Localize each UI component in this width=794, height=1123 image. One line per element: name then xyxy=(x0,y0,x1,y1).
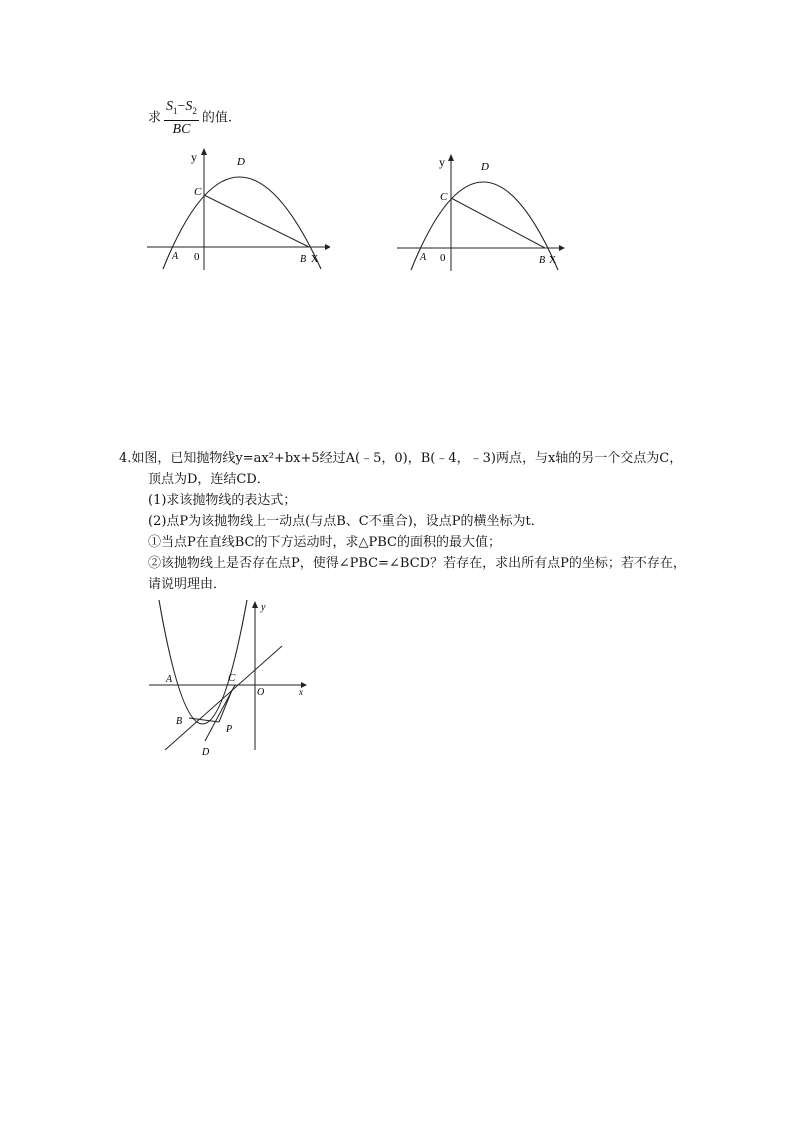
q4-line-2: 顶点为D，连结CD． xyxy=(148,472,270,487)
fig2-b-label: B xyxy=(539,255,546,266)
figure-1-parabola xyxy=(145,145,330,273)
q3-fraction-line xyxy=(148,98,232,138)
figure-3-parabola xyxy=(147,598,309,758)
fig1-d-label: D xyxy=(237,156,245,168)
fig1-a-label: A xyxy=(172,251,179,262)
fig3-y-label: y xyxy=(261,602,266,613)
q4-line-6: ②该抛物线上是否存在点P，使得∠PBC=∠BCD？若存在，求出所有点P的坐标；若不存在， xyxy=(148,556,686,571)
fig3-c-label: C xyxy=(228,672,236,684)
fig2-x-label: X xyxy=(549,255,557,266)
fig2-c-label: C xyxy=(440,191,448,203)
fraction-numerator: $S_1-S_2$ xyxy=(164,98,199,121)
q3-suffix: 的值. xyxy=(201,110,233,126)
fig3-p-label: P xyxy=(226,724,233,735)
figure-2-parabola xyxy=(395,152,565,274)
q4-line-7: 请说明理由． xyxy=(148,577,227,592)
fig3-b-label: B xyxy=(176,716,183,727)
fig2-y-label: y xyxy=(439,155,445,169)
q3-prefix: 求 xyxy=(148,110,162,126)
q4-line-4: (2)点P为该抛物线上一动点(与点B、C不重合)，设点P的横坐标为t． xyxy=(148,514,544,529)
fraction-denominator: BC xyxy=(172,121,191,137)
fig1-c-label: C xyxy=(194,186,202,198)
fig2-d-label: D xyxy=(481,161,489,173)
q4-line-5: ①当点P在直线BC的下方运动时，求△PBC的面积的最大值； xyxy=(148,535,501,550)
fig3-origin-label: O xyxy=(257,687,265,698)
fig1-x-label: X xyxy=(311,254,319,265)
q4-line-3: (1)求该抛物线的表达式； xyxy=(148,493,297,508)
fig3-a-label: A xyxy=(166,674,173,685)
q4-line-1: 4.如图，已知抛物线y=ax²+bx+5经过A(﹣5，0)，B(﹣4，﹣3)两点，与x轴的另一个交点为C， xyxy=(119,451,683,466)
fig3-x-label: x xyxy=(299,687,303,697)
fraction xyxy=(164,98,199,138)
fig2-origin-label: 0 xyxy=(440,252,446,264)
fig1-y-label: y xyxy=(191,150,197,164)
fig3-d-label: D xyxy=(202,747,210,758)
fig2-a-label: A xyxy=(420,252,427,263)
fig1-origin-label: 0 xyxy=(194,251,200,263)
fig1-b-label: B xyxy=(300,254,307,265)
